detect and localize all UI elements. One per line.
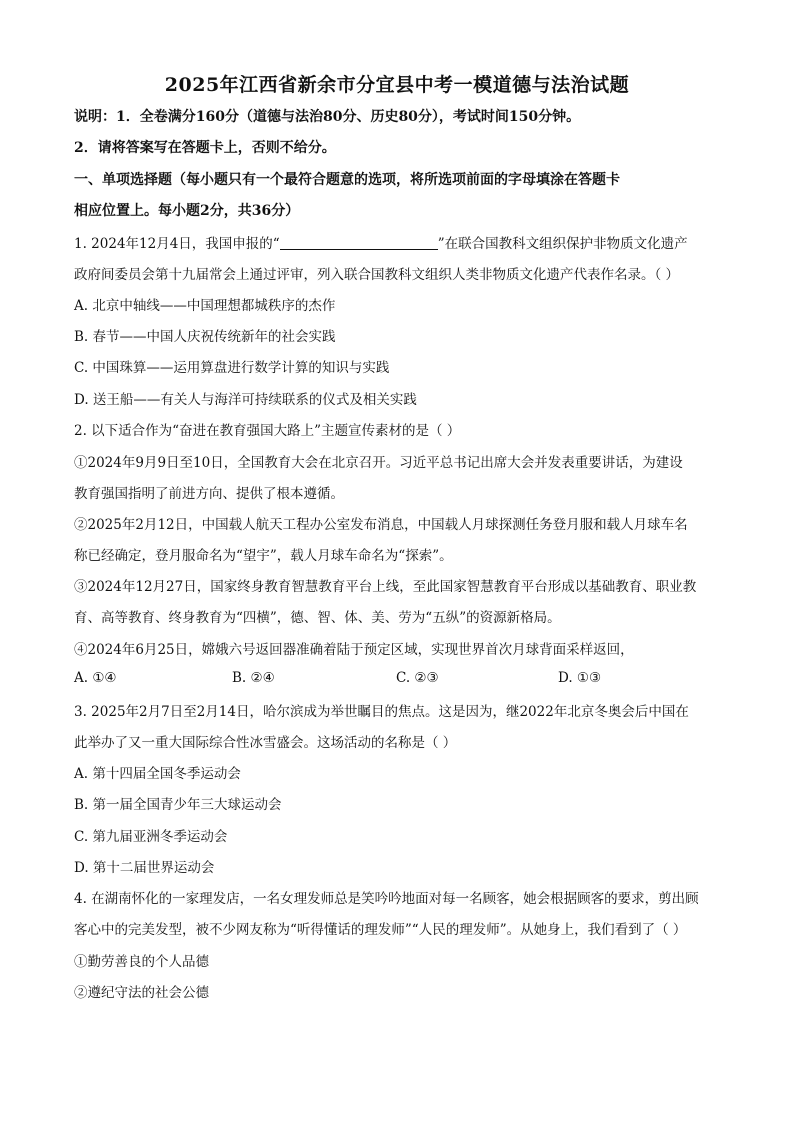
section-heading-line-1: 一、单项选择题（每小题只有一个最符合题意的选项，将所选项前面的字母填涂在答题卡	[74, 172, 620, 188]
section-heading-line-2: 相应位置上。每小题2分，共36分）	[74, 203, 300, 219]
q2-statement-1-line-2: 教育强国指明了前进方向、提供了根本遵循。	[74, 486, 344, 502]
q1-option-a: A. 北京中轴线——中国理想都城秩序的杰作	[74, 298, 336, 314]
q1-stem-line-1	[74, 234, 734, 254]
q2-stem: 2. 以下适合作为“奋进在教育强国大路上”主题宣传素材的是（ ）	[74, 423, 461, 439]
exam-title: 2025年江西省新余市分宜县中考一模道德与法治试题	[164, 74, 630, 96]
q2-statement-4: ④2024年6月25日，嫦娥六号返回器准确着陆于预定区域，实现世界首次月球背面采样返回，	[74, 642, 634, 658]
q1-stem-end: ”在联合国教科文组织保护非物质文化遗产	[437, 236, 688, 252]
q2-option-b: B. ②④	[232, 670, 275, 686]
q2-statement-2-line-2: 称已经确定，登月服命名为“望宇”，载人月球车命名为“探索”。	[74, 548, 453, 564]
q2-statement-3-line-1: ③2024年12月27日，国家终身教育智慧教育平台上线，至此国家智慧教育平台形成以基础教育、职业教	[74, 579, 697, 595]
q3-option-b: B. 第一届全国青少年三大球运动会	[74, 797, 282, 813]
q3-option-c: C. 第九届亚洲冬季运动会	[74, 829, 228, 845]
q4-statement-2: ②遵纪守法的社会公德	[74, 985, 209, 1001]
q3-option-d: D. 第十二届世界运动会	[74, 860, 215, 876]
q2-option-a: A. ①④	[74, 670, 117, 686]
instructions-line-2: 2．请将答案写在答题卡上，否则不给分。	[74, 140, 336, 156]
q2-statement-1-line-1: ①2024年9月9日至10日，全国教育大会在北京召开。习近平总书记出席大会并发表重要讲话，为建设	[74, 455, 683, 471]
q2-option-d: D. ①③	[558, 670, 602, 686]
q2-option-c: C. ②③	[396, 670, 439, 686]
q4-statement-1: ①勤劳善良的个人品德	[74, 954, 209, 970]
q1-option-c: C. 中国珠算——运用算盘进行数学计算的知识与实践	[74, 360, 390, 376]
q3-option-a: A. 第十四届全国冬季运动会	[74, 766, 241, 782]
q2-options-row	[74, 670, 734, 690]
q3-stem-line-1: 3. 2025年2月7日至2月14日，哈尔滨成为举世瞩目的焦点。这是因为，继2022年北京冬奥会后中国在	[74, 704, 689, 720]
q1-stem-line-2: 政府间委员会第十九届常会上通过评审，列入联合国教科文组织人类非物质文化遗产代表作名录。（ ）	[74, 267, 680, 283]
q1-option-d: D. 送王船——有关人与海洋可持续联系的仪式及相关实践	[74, 392, 417, 408]
q2-statement-2-line-1: ②2025年2月12日，中国载人航天工程办公室发布消息，中国载人月球探测任务登月服和载人月球车名	[74, 517, 688, 533]
q4-stem-line-1: 4. 在湖南怀化的一家理发店，一名女理发师总是笑吟吟地面对每一名顾客，她会根据顾客的要求，剪出顾	[74, 891, 699, 907]
q3-stem-line-2: 此举办了又一重大国际综合性冰雪盛会。这场活动的名称是（ ）	[74, 735, 457, 751]
q4-stem-line-2: 客心中的完美发型，被不少网友称为“听得懂话的理发师”“人民的理发师”。从她身上，我们看到了（ ）	[74, 922, 687, 938]
q2-statement-3-line-2: 育、高等教育、终身教育为“四横”，德、智、体、美、劳为“五纵”的资源新格局。	[74, 610, 561, 626]
q1-answer-blank	[280, 235, 438, 250]
instructions-line-1: 说明：1．全卷满分160分（道德与法治80分、历史80分），考试时间150分钟。	[74, 109, 581, 125]
q1-option-b: B. 春节——中国人庆祝传统新年的社会实践	[74, 329, 336, 345]
q1-stem-start: 1. 2024年12月4日，我国申报的“	[74, 236, 280, 252]
